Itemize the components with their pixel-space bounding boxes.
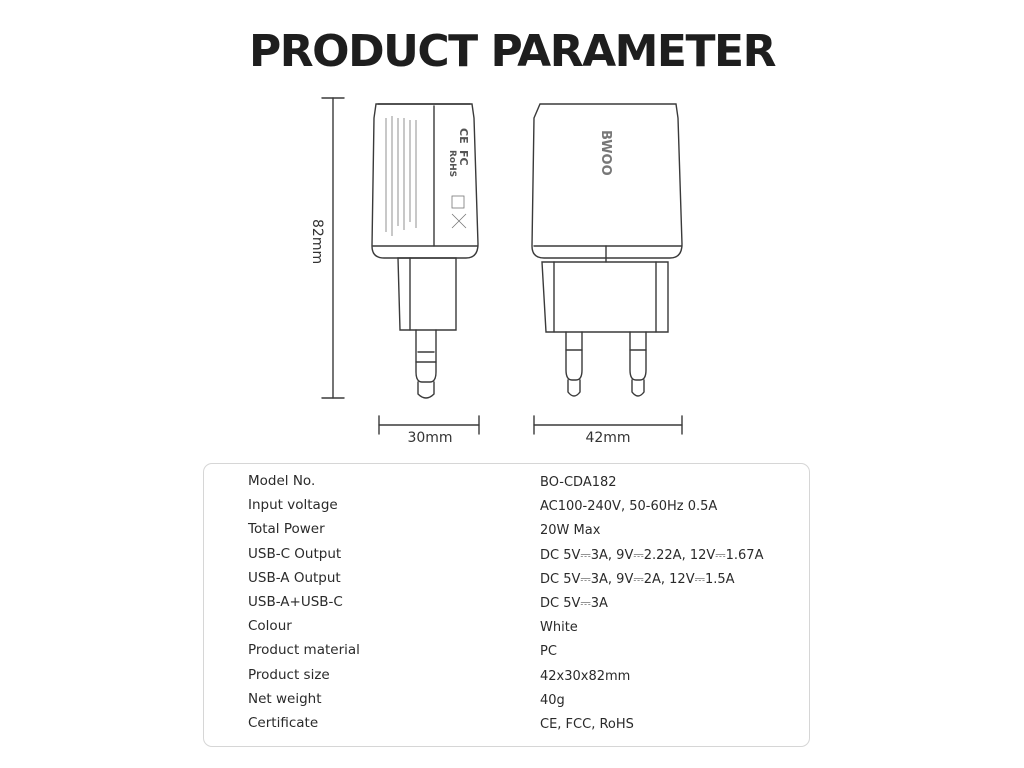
spec-row: [204, 594, 809, 618]
side-width-dimension-label: 30mm: [407, 430, 453, 446]
height-dimension-line: [322, 98, 344, 398]
spec-row: [204, 691, 809, 715]
page-title: PRODUCT PARAMETER: [249, 26, 775, 77]
spec-label: Net weight: [248, 690, 322, 707]
spec-row: [204, 642, 809, 666]
spec-row: [204, 618, 809, 642]
ce-mark: CE: [457, 128, 470, 144]
spec-row: [204, 497, 809, 521]
spec-label: Total Power: [248, 521, 325, 538]
spec-row: [204, 570, 809, 594]
spec-label: Certificate: [248, 715, 319, 731]
spec-row: [204, 715, 809, 739]
spec-value: PC: [540, 644, 557, 660]
spec-value: AC100-240V, 50-60Hz 0.5A: [540, 499, 718, 515]
spec-label: USB-A+USB-C: [248, 594, 343, 610]
spec-label: Product material: [248, 642, 360, 659]
spec-label: Colour: [248, 618, 292, 635]
spec-row: [204, 667, 809, 691]
spec-value: BO-CDA182: [540, 475, 617, 490]
fcc-mark: FC: [457, 150, 470, 166]
rohs-mark: RoHS: [447, 150, 457, 178]
brand-logo: [598, 130, 613, 176]
height-dimension-label: 82mm: [309, 219, 325, 265]
spec-label: USB-A Output: [248, 569, 341, 586]
spec-value: 40g: [540, 692, 565, 708]
spec-value: DC 5V⎓3A, 9V⎓2A, 12V⎓1.5A: [540, 571, 735, 587]
svg-text:BWOO: BWOO: [598, 130, 613, 176]
spec-label: Input voltage: [248, 497, 338, 514]
spec-value: DC 5V⎓3A, 9V⎓2.22A, 12V⎓1.67A: [540, 547, 764, 563]
spec-row: [204, 473, 809, 497]
spec-row: [204, 521, 809, 545]
spec-value: White: [540, 620, 578, 636]
spec-label: Model No.: [248, 473, 316, 489]
spec-row: [204, 546, 809, 570]
spec-value: 42x30x82mm: [540, 668, 631, 684]
spec-label: Product size: [248, 666, 330, 683]
spec-value: CE, FCC, RoHS: [540, 717, 634, 732]
front-width-dimension-label: 42mm: [585, 430, 631, 446]
spec-value: 20W Max: [540, 523, 601, 539]
charger-side-view: [372, 104, 478, 398]
spec-value: DC 5V⎓3A: [540, 596, 608, 611]
side-markings: [386, 116, 470, 236]
spec-label: USB-C Output: [248, 545, 342, 562]
spec-table: [203, 463, 810, 747]
